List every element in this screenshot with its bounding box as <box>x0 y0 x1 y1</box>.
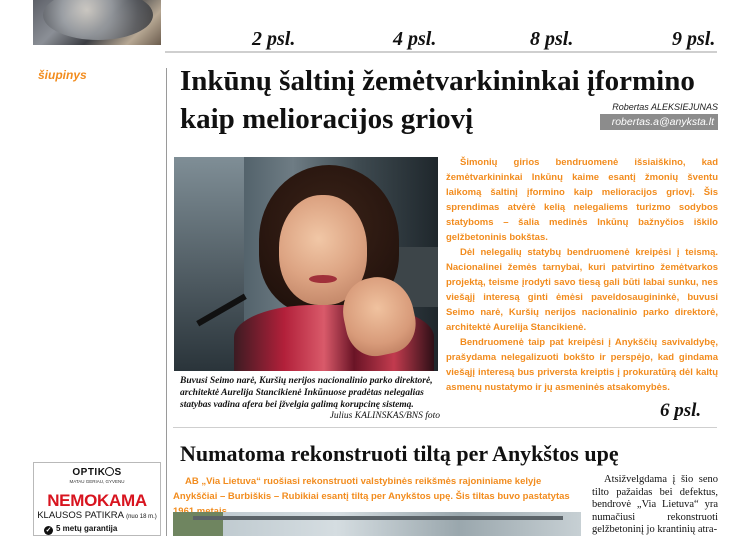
second-body-text: Atsižvelgdama į šio seno tilto pažaidas bei defektus, bendrovė „Via Lietuva“ yra numačiusi rekonstruoti gelžbetoninį jo krantinių atra- <box>592 474 718 535</box>
optics-ad[interactable] <box>33 462 161 536</box>
ad-logo: OPTIK S <box>72 467 122 478</box>
second-headline: Numatoma rekonstruoti tiltą per Anykštos upę <box>180 441 619 466</box>
author-email[interactable]: robertas.a@anyksta.lt <box>600 114 718 130</box>
photo-caption: Buvusi Seimo narė, Kuršių nerijos nacionalinio parko direktorė, architektė Aurelija Stancikienė Inkūnuose pradėtas nelegalias statybas vadina afera bei įžvelgia galimą korupcinę sistemą. <box>180 376 433 410</box>
author-name: Robertas ALEKSIEJUNAS <box>612 102 718 112</box>
check-icon: ✓ <box>45 527 52 534</box>
article-photo <box>174 157 438 371</box>
top-divider <box>165 51 717 53</box>
second-lead-text: AB „Via Lietuva“ ruošiasi rekonstruoti valstybinės reikšmės rajoniniame kelyje Anykščiai – Burbiškis – Rubikiai esantį tiltą per Anykštos upę. Šis tiltas buvo pastatytas <box>173 476 570 502</box>
top-thumbnail-photo <box>33 0 161 45</box>
photo-credit: Julius KALINSKAS/BNS foto <box>329 411 440 421</box>
page-ref-2[interactable]: 2 psl. <box>240 28 299 50</box>
page-ref-8[interactable]: 8 psl. <box>518 28 577 50</box>
page-ref-4[interactable]: 4 psl. <box>381 28 440 50</box>
article-paragraph: Dėl nelegalių statybų bendruomenė kreipėsi į teismą. Nacionalinei žemės tarnybai, kuri patvirtino žemėtvarkos projektą, teisme įrodyti savo tiesą gali būti labai sunku, nes viešąjį interesą ginti ėmėsi paveldosaugininkė, buvusi Seimo narė, Kuršių nerijos nacionalinio parko direktorė, architektė Aurelija Stancikienė. <box>446 247 718 333</box>
section-label: šiupinys <box>38 68 87 82</box>
ad-subline: KLAUSOS PATIKRA (nuo 18 m.) <box>37 510 157 521</box>
article-body <box>446 155 718 395</box>
ad-warranty: ✓ 5 metų garantija <box>45 524 118 534</box>
ad-headline: NEMOKAMA <box>47 491 147 510</box>
continue-page-ref[interactable]: 6 psl. <box>660 400 702 421</box>
article-paragraph: Šimonių girios bendruomenė išsiaiškino, kad žemėtvarkininkai Inkūnų kaime esantį žmonių šventu laikomą šaltinį įformino kaip melioracijos griovį. Šis sprendimas atvėrė kelią nelegaliems turizmo sodybos statyboms – šalia medinės Inkūnų bažnyčios iškilo gelžbetoninis bokštas. <box>446 157 718 243</box>
second-body <box>592 474 718 536</box>
bridge-photo <box>173 512 581 536</box>
article-paragraph: Bendruomenė taip pat kreipėsi į Anykščių savivaldybę, prašydama nelegalizuoti bokšto ir perspėjo, kad gindama viešąjį interesą bus priversta kreiptis į prokuratūrą dėl kaltų asmenų nustatymo ir jų asmeninės atsakomybės. <box>446 337 718 393</box>
ad-tagline: MATAU GERIAU, GYVENU <box>69 479 125 484</box>
column-divider <box>166 68 167 536</box>
main-headline: Inkūnų šaltinį žemėtvarkininkai įformino kaip melioracijos griovį <box>180 65 695 135</box>
mid-divider <box>173 427 717 428</box>
page-ref-9[interactable]: 9 psl. <box>660 28 719 50</box>
